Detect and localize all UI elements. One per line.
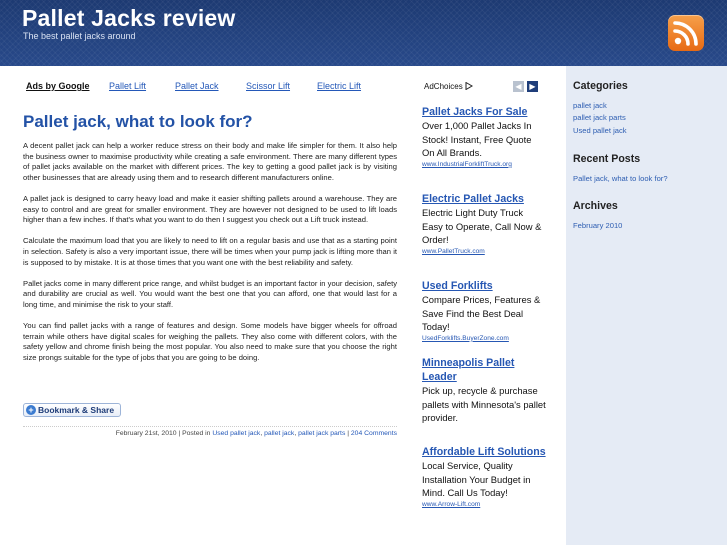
sidebar-archive-link[interactable]: February 2010 (573, 221, 623, 230)
sidebar-category-link[interactable]: pallet jack parts (573, 113, 626, 122)
sidebar-category-link[interactable]: pallet jack (573, 101, 607, 110)
ad-text: Local Service, Quality Installation Your Budget in Mind. Call Us Today! (422, 460, 531, 499)
ad-block[interactable] (422, 105, 546, 170)
bookmark-share-label: Bookmark & Share (38, 405, 115, 415)
sidebar-recent-post-link[interactable]: Pallet jack, what to look for? (573, 174, 668, 183)
ad-title[interactable]: Electric Pallet Jacks (422, 193, 524, 205)
post-paragraph: Pallet jacks come in many different price range, and whilst budget is an important factor in your decision, safety and durability are crucial as well. You would want the best one that you can afford, one that would last for a long time, and minimise the risk to your staff. (23, 278, 397, 309)
site-header (0, 0, 727, 66)
chevron-right-icon[interactable]: ▶ (527, 81, 538, 92)
rss-icon[interactable] (668, 15, 704, 51)
ad-block[interactable] (422, 445, 546, 510)
archives-heading: Archives (573, 200, 618, 212)
ad-block[interactable] (422, 356, 546, 425)
post-meta: February 21st, 2010 | Posted in Used pallet jack, pallet jack, pallet jack parts | 204 Comments (23, 426, 397, 437)
ad-url[interactable]: UsedForklifts.BuyerZone.com (422, 334, 509, 342)
site-title[interactable]: Pallet Jacks review (22, 5, 236, 31)
category-link-used-pallet-jack[interactable]: Used pallet jack (212, 430, 261, 437)
ad-link-pallet-jack[interactable]: Pallet Jack (175, 81, 219, 91)
plus-icon: + (26, 405, 36, 415)
ad-block[interactable] (422, 192, 546, 257)
ad-text: Over 1,000 Pallet Jacks In Stock! Instant, Free Quote On All Brands. (422, 120, 532, 159)
adchoices-label[interactable]: AdChoices (424, 82, 473, 91)
main-content (8, 66, 406, 545)
posted-in-label: Posted in (182, 430, 211, 437)
sidebar-category-link[interactable]: Used pallet jack (573, 126, 627, 135)
site-tagline: The best pallet jacks around (23, 31, 136, 41)
post-title[interactable]: Pallet jack, what to look for? (23, 112, 253, 131)
ad-url[interactable]: www.Arrow-Lift.com (422, 500, 481, 508)
ad-url[interactable]: www.IndustrialForkliftTruck.org (422, 160, 512, 168)
ad-url[interactable]: www.PalletTruck.com (422, 247, 485, 255)
ad-title[interactable]: Minneapolis Pallet Leader (422, 357, 515, 383)
ads-by-google-label[interactable]: Ads by Google (26, 81, 90, 91)
ad-title[interactable]: Affordable Lift Solutions (422, 446, 546, 458)
bookmark-share-button[interactable] (23, 403, 121, 417)
category-link-pallet-jack[interactable]: pallet jack (264, 430, 295, 437)
post-body (23, 141, 397, 374)
ads-bar (26, 81, 396, 95)
categories-heading: Categories (573, 80, 628, 92)
post-paragraph: A pallet jack is designed to carry heavy load and make it easier shifting pallets around a warehouse. They are easy to control and are great for smaller environment. They are however not designed to be used to lift loads higher than a few inches. If that's what you want to do then I suggest you check out a Lift truck instead. (23, 193, 397, 225)
ad-text: Compare Prices, Features & Save Find the Best Deal Today! (422, 294, 541, 333)
ad-text: Pick up, recycle & purchase pallets with Minnesota's pallet provider. (422, 385, 546, 424)
ad-link-electric-lift[interactable]: Electric Lift (317, 81, 362, 91)
post-date: February 21st, 2010 (115, 430, 177, 437)
ad-link-pallet-lift[interactable]: Pallet Lift (109, 81, 147, 91)
sidebar (566, 66, 727, 545)
ad-text: Electric Light Duty Truck Easy to Operate, Call Now & Order! (422, 207, 542, 246)
ad-title[interactable]: Used Forklifts (422, 280, 493, 292)
ad-column (406, 66, 566, 545)
chevron-left-icon[interactable]: ◀ (513, 81, 524, 92)
adchoices-triangle-icon (465, 82, 473, 90)
ad-link-scissor-lift[interactable]: Scissor Lift (246, 81, 291, 91)
comments-link[interactable]: 204 Comments (350, 430, 397, 437)
ad-title[interactable]: Pallet Jacks For Sale (422, 106, 528, 118)
post-paragraph: Calculate the maximum load that you are likely to need to lift on a regular basis and use that as a starting point in selection. Safety is also a very important issue, there will be times when your pump jack is lifting more than it is supposed to by mistake. It is at those times that you want one with the best reliability and safety. (23, 236, 397, 267)
category-link-pallet-jack-parts[interactable]: pallet jack parts (298, 430, 346, 437)
recent-posts-heading: Recent Posts (573, 153, 641, 165)
post-paragraph: You can find pallet jacks with a range of features and design. Some models have bigger wheels for offroad terrain while others have digital scales for weighing the pallets. They also come with different colors, with the safety yellow and chrome finish being the most popular. You also need to make sure that you choose the right size prongs suitable for the type of jobs that you are going to be doing. (23, 321, 397, 362)
post-paragraph: A decent pallet jack can help a worker reduce stress on their body and make life simpler for them. It also help the business owner to maximise productivity while creating a safe environment. There are many different types of pallet jacks available on the market with different prices. The key to getting a good pallet jack is by visiting other businesses that are already using them and to research different manufacturers online. (23, 141, 397, 182)
ad-block[interactable] (422, 279, 546, 344)
